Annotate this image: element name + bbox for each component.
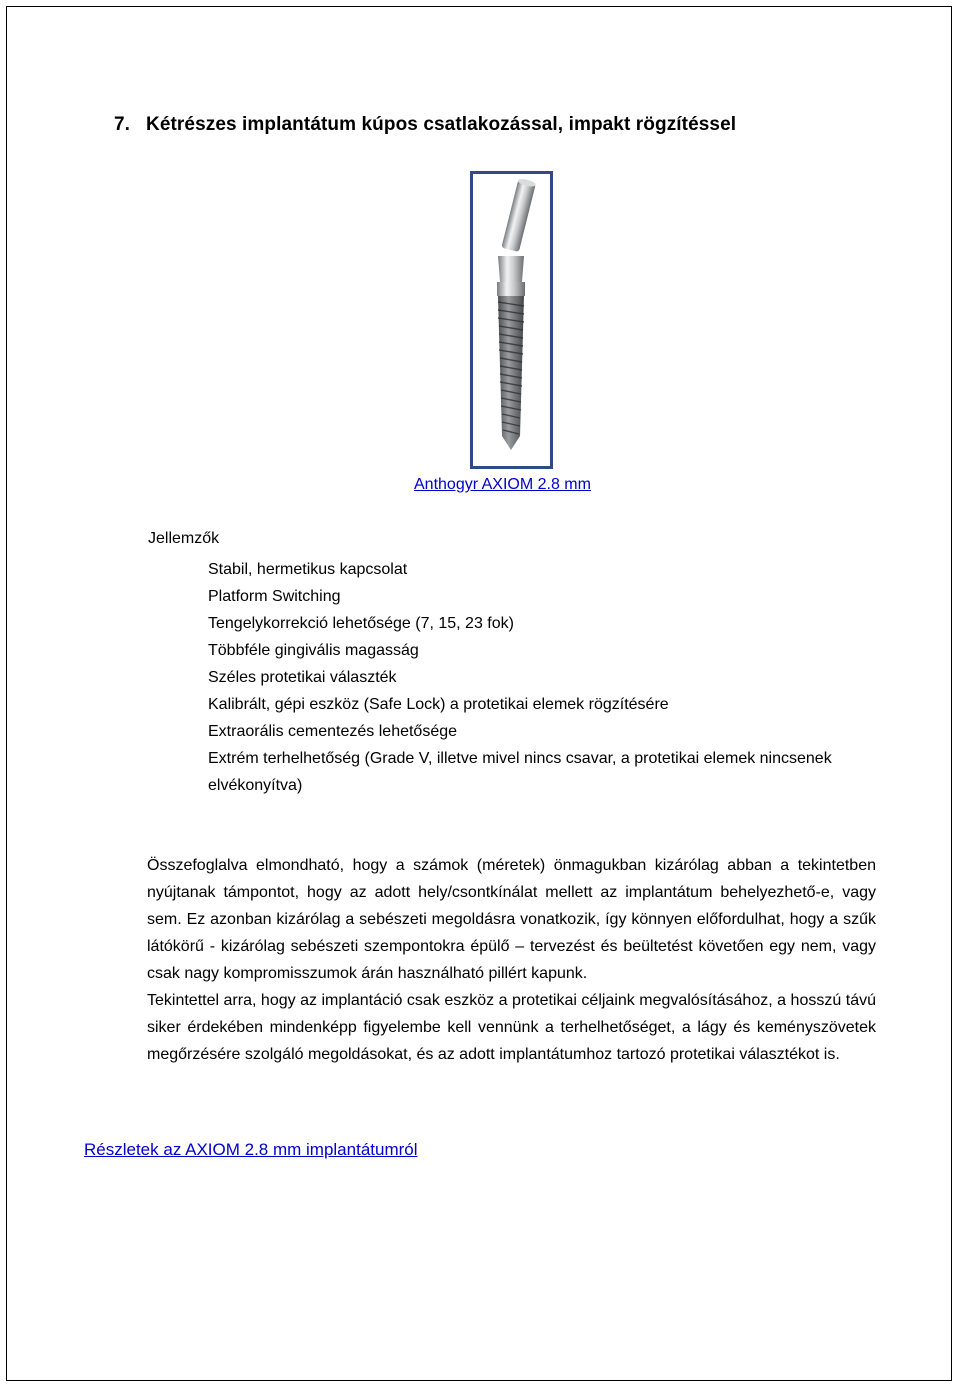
details-link[interactable]: Részletek az AXIOM 2.8 mm implantátumról <box>84 1140 418 1159</box>
feature-item: Kalibrált, gépi eszköz (Safe Lock) a protetikai elemek rögzítésére <box>208 696 669 713</box>
feature-item: Platform Switching <box>208 588 341 605</box>
section-title: Kétrészes implantátum kúpos csatlakozással, impakt rögzítéssel <box>146 114 737 135</box>
summary-paragraph-2: Tekintettel arra, hogy az implantáció csak eszköz a protetikai céljaink megvalósításához, a hosszú távú siker érdekében mindenképp figyelembe kell vennünk a terhelhetőséget, a lágy és keményszövetek megőrzésére szolgáló megoldásokat, és az adott implantátumhoz tartozó protetikai választékot is. <box>147 992 876 1063</box>
features-list <box>208 556 848 799</box>
implant-image <box>473 174 550 466</box>
section-number: 7. <box>114 114 131 135</box>
feature-item: Extrém terhelhetőség (Grade V, illetve mivel nincs csavar, a protetikai elemek nincsenek elvékonyítva) <box>208 750 832 794</box>
section-heading <box>114 114 736 136</box>
summary-paragraph-1: Összefoglalva elmondható, hogy a számok (méretek) önmagukban kizárólag abban a tekintetben nyújtanak támpontot, hogy az adott hely/csontkínálat mellett az implantátum behelyezhető-e, vagy sem. Ez azonban kizárólag a sebészeti megoldásra vonatkozik, így könnyen előfordulhat, hogy a szűk látókörű - kizárólag sebészeti szempontokra épülő – tervezést és beültetést követően egy nem, vagy csak nagy kompromisszumok árán használható pillért kapunk. <box>147 857 876 982</box>
feature-item: Extraorális cementezés lehetősége <box>208 723 458 740</box>
feature-item: Stabil, hermetikus kapcsolat <box>208 561 408 578</box>
implant-caption-link[interactable]: Anthogyr AXIOM 2.8 mm <box>414 476 591 493</box>
features-title: Jellemzők <box>148 530 220 547</box>
summary-section <box>147 852 876 1068</box>
implant-image-frame <box>470 171 553 469</box>
feature-item: Tengelykorrekció lehetősége (7, 15, 23 fok) <box>208 615 514 632</box>
feature-item: Széles protetikai választék <box>208 669 397 686</box>
feature-item: Többféle gingivális magasság <box>208 642 419 659</box>
